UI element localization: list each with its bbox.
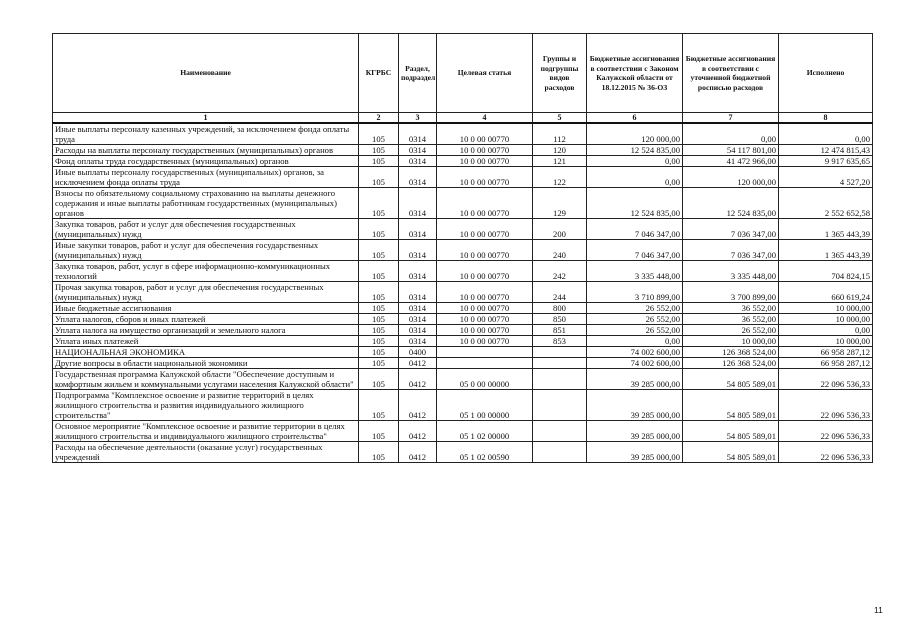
section-cell: 0412	[399, 442, 437, 463]
law-allocation-cell: 26 552,00	[587, 314, 683, 325]
refined-allocation-cell: 36 552,00	[683, 303, 779, 314]
law-allocation-cell: 3 335 448,00	[587, 261, 683, 282]
budget-execution-table	[52, 33, 873, 463]
executed-cell: 1 365 443,39	[779, 240, 873, 261]
target-article-cell: 05 1 00 00000	[437, 390, 533, 421]
row-name-cell: Расходы на обеспечение деятельности (оказание услуг) государственных учреждений	[53, 442, 359, 463]
executed-cell: 9 917 635,65	[779, 156, 873, 167]
header-expense-type: Группы и подгруппы видов расходов	[533, 34, 587, 113]
row-name-cell: Иные выплаты персоналу казенных учреждений, за исключением фонда оплаты труда	[53, 123, 359, 145]
header-section: Раздел, подраздел	[399, 34, 437, 113]
column-number-row	[53, 113, 873, 124]
table-row	[53, 314, 873, 325]
kgrbs-cell: 105	[359, 188, 399, 219]
kgrbs-cell: 105	[359, 347, 399, 358]
row-name-cell: Прочая закупка товаров, работ и услуг для обеспечения государственных (муниципальных) нужд	[53, 282, 359, 303]
kgrbs-cell: 105	[359, 219, 399, 240]
refined-allocation-cell: 7 036 347,00	[683, 219, 779, 240]
refined-allocation-cell: 120 000,00	[683, 167, 779, 188]
target-article-cell: 10 0 00 00770	[437, 303, 533, 314]
column-number: 5	[533, 113, 587, 124]
law-allocation-cell: 26 552,00	[587, 303, 683, 314]
executed-cell: 22 096 536,33	[779, 421, 873, 442]
refined-allocation-cell: 10 000,00	[683, 336, 779, 347]
target-article-cell: 05 1 02 00590	[437, 442, 533, 463]
refined-allocation-cell: 26 552,00	[683, 325, 779, 336]
expense-type-cell	[533, 390, 587, 421]
target-article-cell: 10 0 00 00770	[437, 314, 533, 325]
expense-type-cell: 242	[533, 261, 587, 282]
executed-cell: 10 000,00	[779, 336, 873, 347]
kgrbs-cell: 105	[359, 442, 399, 463]
refined-allocation-cell: 7 036 347,00	[683, 240, 779, 261]
refined-allocation-cell: 54 117 801,00	[683, 145, 779, 156]
expense-type-cell	[533, 369, 587, 390]
expense-type-cell: 200	[533, 219, 587, 240]
kgrbs-cell: 105	[359, 336, 399, 347]
target-article-cell: 10 0 00 00770	[437, 240, 533, 261]
law-allocation-cell: 0,00	[587, 336, 683, 347]
section-cell: 0314	[399, 145, 437, 156]
kgrbs-cell: 105	[359, 369, 399, 390]
table-row	[53, 188, 873, 219]
column-number: 2	[359, 113, 399, 124]
law-allocation-cell: 74 002 600,00	[587, 347, 683, 358]
executed-cell: 66 958 287,12	[779, 358, 873, 369]
row-name-cell: Государственная программа Калужской области "Обеспечение доступным и комфортным жильем и коммунальными услугами населения Калужской области"	[53, 369, 359, 390]
row-name-cell: Уплата налога на имущество организаций и земельного налога	[53, 325, 359, 336]
executed-cell: 10 000,00	[779, 314, 873, 325]
section-cell: 0314	[399, 123, 437, 145]
column-number: 4	[437, 113, 533, 124]
target-article-cell	[437, 358, 533, 369]
section-cell: 0314	[399, 240, 437, 261]
expense-type-cell: 853	[533, 336, 587, 347]
section-cell: 0314	[399, 261, 437, 282]
row-name-cell: НАЦИОНАЛЬНАЯ ЭКОНОМИКА	[53, 347, 359, 358]
kgrbs-cell: 105	[359, 123, 399, 145]
refined-allocation-cell: 54 805 589,01	[683, 369, 779, 390]
kgrbs-cell: 105	[359, 167, 399, 188]
section-cell: 0314	[399, 282, 437, 303]
refined-allocation-cell: 54 805 589,01	[683, 421, 779, 442]
executed-cell: 66 958 287,12	[779, 347, 873, 358]
kgrbs-cell: 105	[359, 421, 399, 442]
executed-cell: 660 619,24	[779, 282, 873, 303]
refined-allocation-cell: 12 524 835,00	[683, 188, 779, 219]
law-allocation-cell: 0,00	[587, 167, 683, 188]
expense-type-cell: 121	[533, 156, 587, 167]
column-number: 3	[399, 113, 437, 124]
table-row	[53, 123, 873, 145]
executed-cell: 22 096 536,33	[779, 442, 873, 463]
target-article-cell: 10 0 00 00770	[437, 282, 533, 303]
target-article-cell: 10 0 00 00770	[437, 156, 533, 167]
page-number: 11	[874, 605, 883, 615]
row-name-cell: Основное мероприятие "Комплексное освоение и развитие территории в целях жилищного строительства и индивидуального жилищного строительства"	[53, 421, 359, 442]
target-article-cell: 05 1 02 00000	[437, 421, 533, 442]
table-row	[53, 336, 873, 347]
refined-allocation-cell: 41 472 966,00	[683, 156, 779, 167]
row-name-cell: Закупка товаров, работ, услуг в сфере информационно-коммуникационных технологий	[53, 261, 359, 282]
row-name-cell: Фонд оплаты труда государственных (муниципальных) органов	[53, 156, 359, 167]
refined-allocation-cell: 3 335 448,00	[683, 261, 779, 282]
row-name-cell: Уплата налогов, сборов и иных платежей	[53, 314, 359, 325]
law-allocation-cell: 39 285 000,00	[587, 421, 683, 442]
column-number: 1	[53, 113, 359, 124]
kgrbs-cell: 105	[359, 303, 399, 314]
section-cell: 0314	[399, 219, 437, 240]
executed-cell: 1 365 443,39	[779, 219, 873, 240]
section-cell: 0314	[399, 156, 437, 167]
target-article-cell: 10 0 00 00770	[437, 188, 533, 219]
section-cell: 0412	[399, 358, 437, 369]
header-row	[53, 34, 873, 113]
target-article-cell: 05 0 00 00000	[437, 369, 533, 390]
target-article-cell: 10 0 00 00770	[437, 219, 533, 240]
section-cell: 0314	[399, 167, 437, 188]
target-article-cell: 10 0 00 00770	[437, 325, 533, 336]
executed-cell: 12 474 815,43	[779, 145, 873, 156]
header-refined-allocations: Бюджетные ассигнования в соответствии с уточненной бюджетной росписью расходов	[683, 34, 779, 113]
row-name-cell: Закупка товаров, работ и услуг для обеспечения государственных (муниципальных) нужд	[53, 219, 359, 240]
kgrbs-cell: 105	[359, 145, 399, 156]
refined-allocation-cell: 126 368 524,00	[683, 358, 779, 369]
law-allocation-cell: 39 285 000,00	[587, 369, 683, 390]
expense-type-cell: 112	[533, 123, 587, 145]
executed-cell: 2 552 652,58	[779, 188, 873, 219]
target-article-cell	[437, 347, 533, 358]
executed-cell: 4 527,20	[779, 167, 873, 188]
expense-type-cell: 851	[533, 325, 587, 336]
section-cell: 0412	[399, 421, 437, 442]
expense-type-cell: 120	[533, 145, 587, 156]
kgrbs-cell: 105	[359, 240, 399, 261]
refined-allocation-cell: 54 805 589,01	[683, 442, 779, 463]
executed-cell: 22 096 536,33	[779, 390, 873, 421]
kgrbs-cell: 105	[359, 314, 399, 325]
refined-allocation-cell: 3 700 899,00	[683, 282, 779, 303]
kgrbs-cell: 105	[359, 261, 399, 282]
law-allocation-cell: 39 285 000,00	[587, 442, 683, 463]
row-name-cell: Иные закупки товаров, работ и услуг для обеспечения государственных (муниципальных) нужд	[53, 240, 359, 261]
refined-allocation-cell: 54 805 589,01	[683, 390, 779, 421]
target-article-cell: 10 0 00 00770	[437, 261, 533, 282]
header-executed: Исполнено	[779, 34, 873, 113]
row-name-cell: Расходы на выплаты персоналу государственных (муниципальных) органов	[53, 145, 359, 156]
expense-type-cell	[533, 347, 587, 358]
table-row	[53, 390, 873, 421]
expense-type-cell: 800	[533, 303, 587, 314]
kgrbs-cell: 105	[359, 282, 399, 303]
kgrbs-cell: 105	[359, 358, 399, 369]
expense-type-cell	[533, 442, 587, 463]
expense-type-cell	[533, 421, 587, 442]
target-article-cell: 10 0 00 00770	[437, 336, 533, 347]
budget-table-sheet	[52, 33, 872, 463]
table-row	[53, 240, 873, 261]
row-name-cell: Взносы по обязательному социальному страхованию на выплаты денежного содержания и иные выплаты работникам государственных (муниципальных) органов	[53, 188, 359, 219]
target-article-cell: 10 0 00 00770	[437, 123, 533, 145]
expense-type-cell: 240	[533, 240, 587, 261]
law-allocation-cell: 3 710 899,00	[587, 282, 683, 303]
table-row	[53, 282, 873, 303]
header-law-allocations: Бюджетные ассигнования в соответствии с Законом Калужской области от 18.12.2015 № 36-ОЗ	[587, 34, 683, 113]
column-number: 7	[683, 113, 779, 124]
row-name-cell: Уплата иных платежей	[53, 336, 359, 347]
table-row	[53, 303, 873, 314]
table-row	[53, 219, 873, 240]
executed-cell: 0,00	[779, 123, 873, 145]
law-allocation-cell: 7 046 347,00	[587, 240, 683, 261]
column-number: 8	[779, 113, 873, 124]
table-row	[53, 442, 873, 463]
executed-cell: 704 824,15	[779, 261, 873, 282]
law-allocation-cell: 12 524 835,00	[587, 188, 683, 219]
header-kgrbs: КГРБС	[359, 34, 399, 113]
section-cell: 0412	[399, 369, 437, 390]
table-row	[53, 156, 873, 167]
section-cell: 0314	[399, 188, 437, 219]
law-allocation-cell: 39 285 000,00	[587, 390, 683, 421]
section-cell: 0314	[399, 303, 437, 314]
table-row	[53, 167, 873, 188]
expense-type-cell	[533, 358, 587, 369]
law-allocation-cell: 120 000,00	[587, 123, 683, 145]
law-allocation-cell: 7 046 347,00	[587, 219, 683, 240]
kgrbs-cell: 105	[359, 156, 399, 167]
law-allocation-cell: 74 002 600,00	[587, 358, 683, 369]
section-cell: 0314	[399, 336, 437, 347]
table-row	[53, 325, 873, 336]
table-row	[53, 358, 873, 369]
kgrbs-cell: 105	[359, 325, 399, 336]
law-allocation-cell: 26 552,00	[587, 325, 683, 336]
section-cell: 0314	[399, 314, 437, 325]
expense-type-cell: 122	[533, 167, 587, 188]
kgrbs-cell: 105	[359, 390, 399, 421]
row-name-cell: Подпрограмма "Комплексное освоение и развитие территорий в целях жилищного строительства и развития индивидуального жилищного строительства"	[53, 390, 359, 421]
executed-cell: 10 000,00	[779, 303, 873, 314]
header-target-article: Целевая статья	[437, 34, 533, 113]
table-row	[53, 347, 873, 358]
row-name-cell: Иные выплаты персоналу государственных (муниципальных) органов, за исключением фонда оплаты труда	[53, 167, 359, 188]
expense-type-cell: 129	[533, 188, 587, 219]
refined-allocation-cell: 36 552,00	[683, 314, 779, 325]
executed-cell: 22 096 536,33	[779, 369, 873, 390]
section-cell: 0400	[399, 347, 437, 358]
section-cell: 0314	[399, 325, 437, 336]
table-row	[53, 369, 873, 390]
target-article-cell: 10 0 00 00770	[437, 145, 533, 156]
expense-type-cell: 850	[533, 314, 587, 325]
table-body	[53, 123, 873, 463]
executed-cell: 0,00	[779, 325, 873, 336]
table-row	[53, 421, 873, 442]
expense-type-cell: 244	[533, 282, 587, 303]
refined-allocation-cell: 0,00	[683, 123, 779, 145]
column-number: 6	[587, 113, 683, 124]
header-name: Наименование	[53, 34, 359, 113]
row-name-cell: Иные бюджетные ассигнования	[53, 303, 359, 314]
target-article-cell: 10 0 00 00770	[437, 167, 533, 188]
law-allocation-cell: 0,00	[587, 156, 683, 167]
table-row	[53, 261, 873, 282]
row-name-cell: Другие вопросы в области национальной экономики	[53, 358, 359, 369]
refined-allocation-cell: 126 368 524,00	[683, 347, 779, 358]
law-allocation-cell: 12 524 835,00	[587, 145, 683, 156]
section-cell: 0412	[399, 390, 437, 421]
table-row	[53, 145, 873, 156]
